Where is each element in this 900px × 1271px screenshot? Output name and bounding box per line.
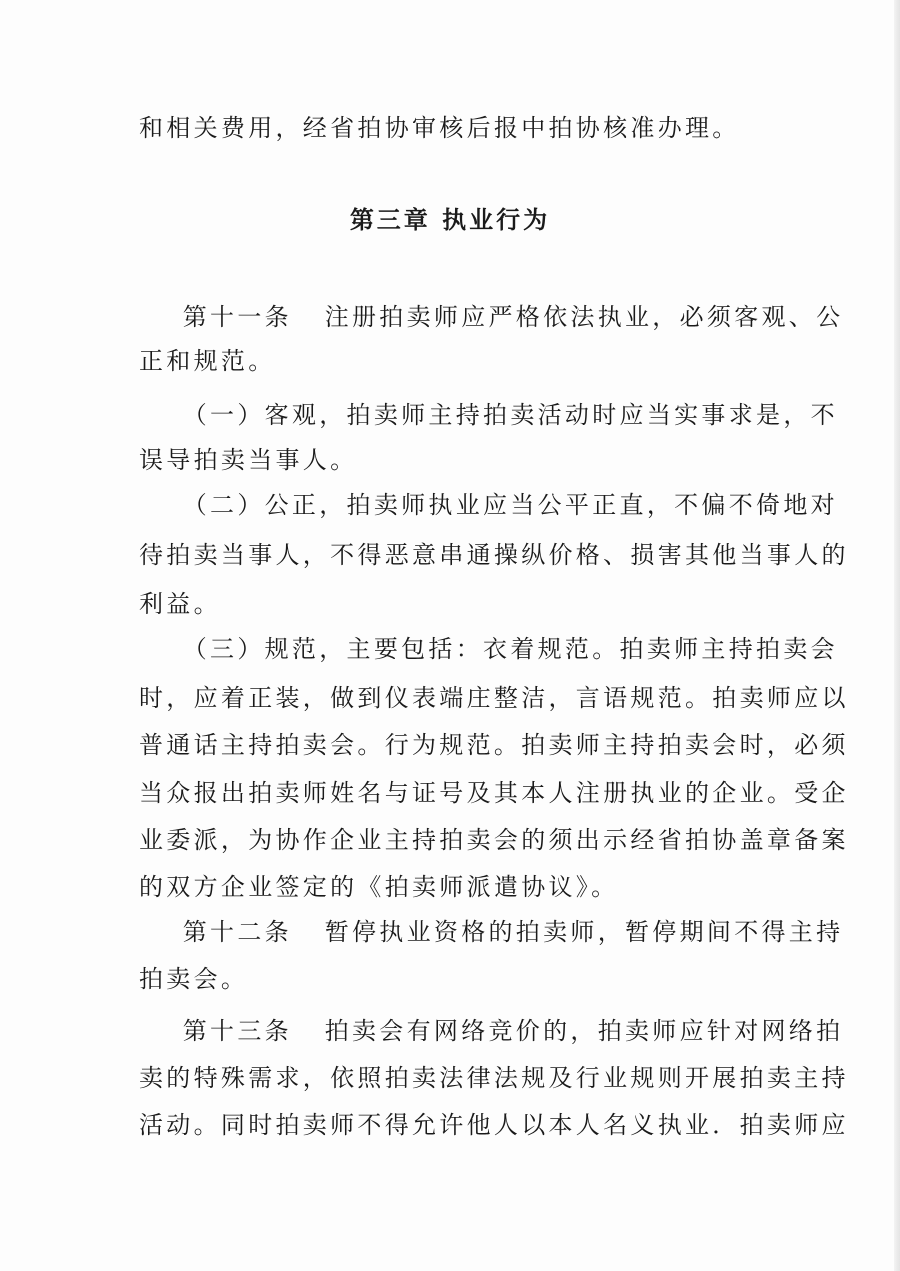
text-line: 第十二条 暂停执业资格的拍卖师，暂停期间不得主持 xyxy=(139,918,844,946)
text-line: 拍卖会。 xyxy=(139,965,249,993)
text-line: 业委派，为协作企业主持拍卖会的须出示经省拍协盖章备案 xyxy=(139,826,849,854)
text-line: 第十一条 注册拍卖师应严格依法执业，必须客观、公 xyxy=(139,303,844,331)
text-line: 和相关费用，经省拍协审核后报中拍协核准办理。 xyxy=(139,114,740,142)
text-line: 活动。同时拍卖师不得允许他人以本人名义执业．拍卖师应 xyxy=(139,1111,849,1139)
text-line: 卖的特殊需求，依照拍卖法律法规及行业规则开展拍卖主持 xyxy=(139,1064,849,1092)
text-line: 误导拍卖当事人。 xyxy=(139,446,358,474)
text-line: 第十三条 拍卖会有网络竞价的，拍卖师应针对网络拍 xyxy=(139,1017,844,1045)
text-line: （一）客观，拍卖师主持拍卖活动时应当实事求是，不 xyxy=(139,401,838,429)
scan-edge xyxy=(894,0,900,1271)
text-line: 普通话主持拍卖会。行为规范。拍卖师主持拍卖会时，必须 xyxy=(139,731,849,759)
text-line: 正和规范。 xyxy=(139,347,276,375)
text-line: 的双方企业签定的《拍卖师派遣协议》。 xyxy=(139,873,619,901)
text-line: 待拍卖当事人，不得恶意串通操纵价格、损害其他当事人的 xyxy=(139,541,849,569)
text-line: 当众报出拍卖师姓名与证号及其本人注册执业的企业。受企 xyxy=(139,779,849,807)
text-line: 时，应着正装，做到仪表端庄整洁，言语规范。拍卖师应以 xyxy=(139,684,849,712)
text-line: （二）公正，拍卖师执业应当公平正直，不偏不倚地对 xyxy=(139,491,838,519)
text-line: 利益。 xyxy=(139,590,221,618)
text-line: （三）规范，主要包括：衣着规范。拍卖师主持拍卖会 xyxy=(139,635,838,663)
chapter-title: 第三章 执业行为 xyxy=(349,206,551,234)
